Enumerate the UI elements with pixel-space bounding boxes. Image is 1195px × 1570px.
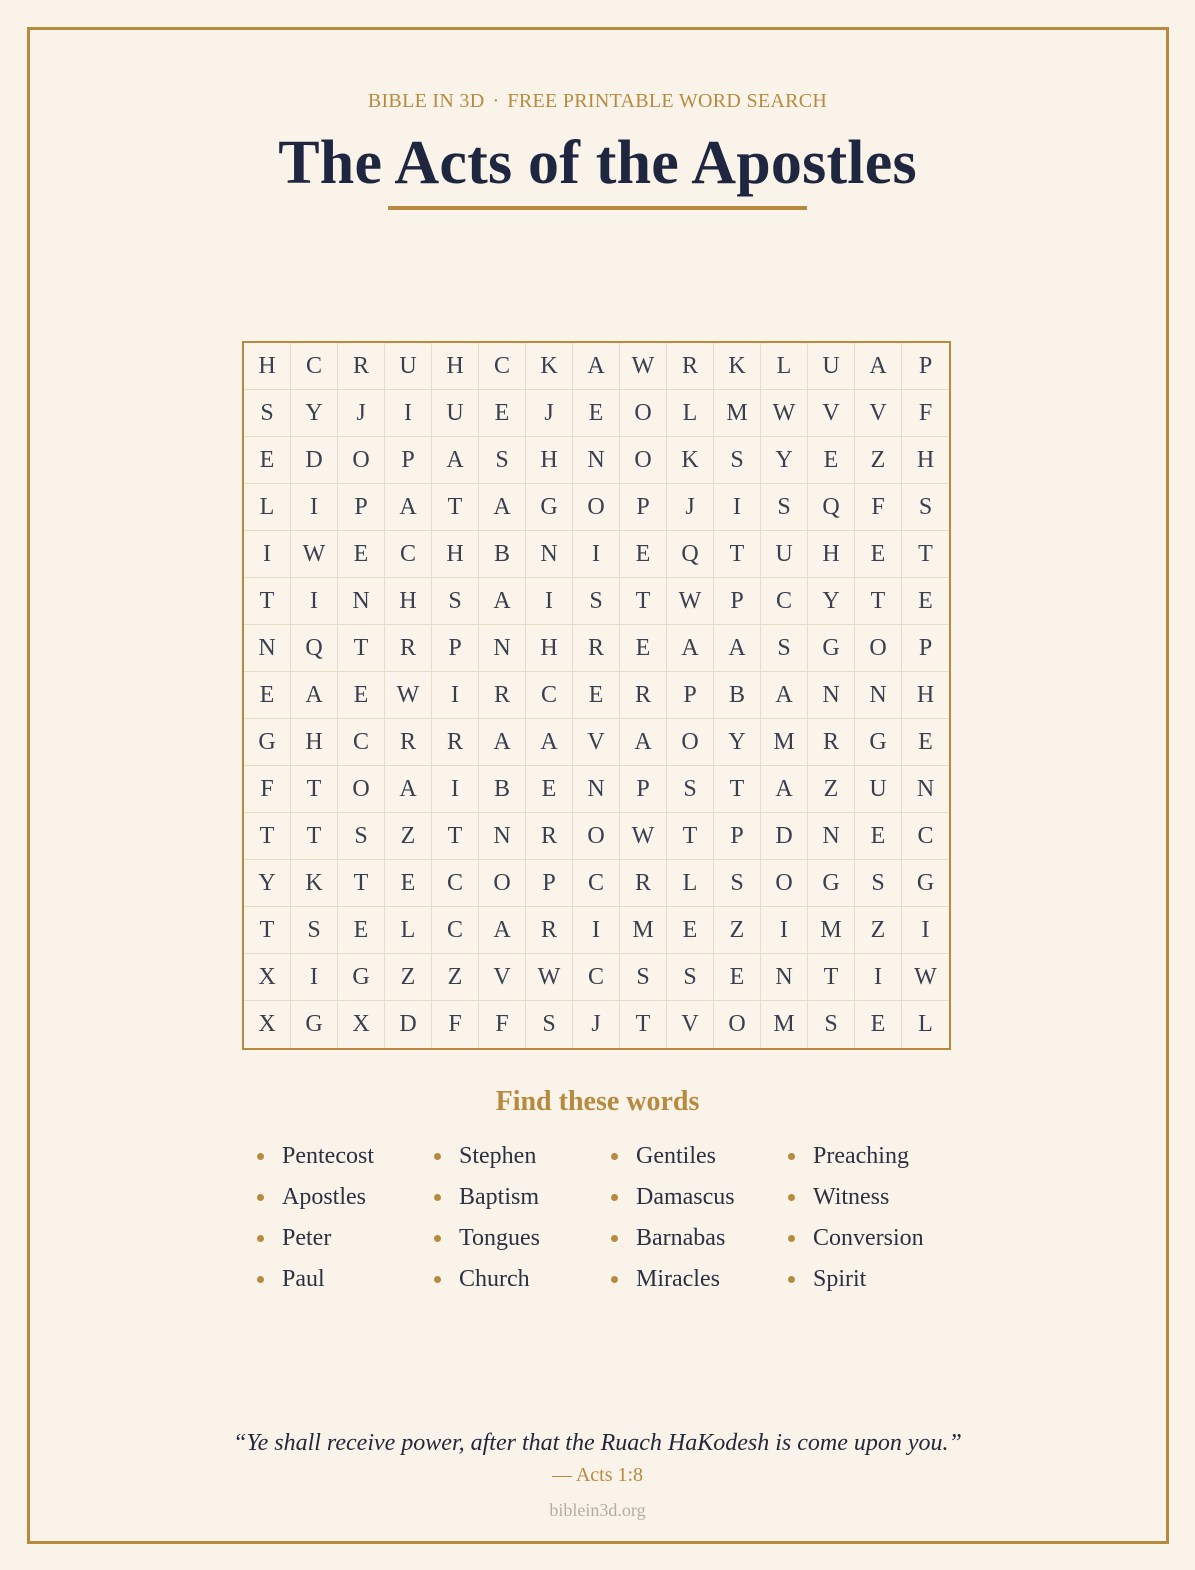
- grid-cell[interactable]: L: [667, 860, 714, 907]
- grid-cell[interactable]: E: [620, 625, 667, 672]
- grid-cell[interactable]: E: [855, 531, 902, 578]
- grid-cell[interactable]: I: [291, 484, 338, 531]
- grid-cell[interactable]: F: [432, 1001, 479, 1048]
- grid-cell[interactable]: S: [526, 1001, 573, 1048]
- grid-cell[interactable]: Y: [761, 437, 808, 484]
- list-item: [432, 1259, 609, 1300]
- grid-cell[interactable]: S: [714, 860, 761, 907]
- grid-cell[interactable]: R: [808, 719, 855, 766]
- grid-cell[interactable]: P: [385, 437, 432, 484]
- grid-cell[interactable]: O: [479, 860, 526, 907]
- grid-cell[interactable]: P: [714, 578, 761, 625]
- bullet-icon: [434, 1235, 441, 1242]
- word-list-title: Find these words: [495, 1086, 700, 1117]
- grid-cell[interactable]: R: [479, 672, 526, 719]
- grid-cell[interactable]: T: [902, 531, 949, 578]
- word-label: Pentecost: [282, 1143, 374, 1169]
- scripture-quote: “Ye shall receive power, after that the Ruach HaKodesh is come upon you.”: [233, 1430, 962, 1456]
- grid-cell[interactable]: S: [338, 813, 385, 860]
- list-item: [609, 1259, 786, 1300]
- grid-cell[interactable]: T: [291, 766, 338, 813]
- list-item: [609, 1218, 786, 1259]
- grid-cell[interactable]: R: [573, 625, 620, 672]
- grid-cell[interactable]: O: [855, 625, 902, 672]
- grid-cell[interactable]: S: [667, 954, 714, 1001]
- grid-cell[interactable]: H: [902, 437, 949, 484]
- grid-cell[interactable]: Z: [714, 907, 761, 954]
- grid-cell[interactable]: A: [291, 672, 338, 719]
- grid-cell[interactable]: W: [620, 813, 667, 860]
- grid-cell[interactable]: P: [902, 343, 949, 390]
- grid-cell[interactable]: T: [620, 578, 667, 625]
- grid-cell[interactable]: N: [573, 766, 620, 813]
- word-label: Peter: [282, 1225, 332, 1251]
- grid-cell[interactable]: I: [291, 578, 338, 625]
- grid-cell[interactable]: J: [526, 390, 573, 437]
- grid-cell[interactable]: O: [667, 719, 714, 766]
- grid-cell[interactable]: M: [761, 1001, 808, 1048]
- grid-cell[interactable]: L: [244, 484, 291, 531]
- grid-cell[interactable]: R: [338, 343, 385, 390]
- scripture-citation: — Acts 1:8: [551, 1464, 644, 1486]
- word-label: Conversion: [813, 1225, 924, 1251]
- grid-cell[interactable]: N: [479, 813, 526, 860]
- grid-cell[interactable]: G: [244, 719, 291, 766]
- grid-cell[interactable]: V: [573, 719, 620, 766]
- bullet-icon: [434, 1153, 441, 1160]
- grid-cell[interactable]: E: [620, 531, 667, 578]
- word-label: Spirit: [813, 1266, 867, 1292]
- grid-cell[interactable]: S: [291, 907, 338, 954]
- grid-cell[interactable]: O: [620, 390, 667, 437]
- grid-cell[interactable]: V: [855, 390, 902, 437]
- grid-cell[interactable]: Q: [808, 484, 855, 531]
- grid-cell[interactable]: S: [761, 484, 808, 531]
- list-item: [786, 1177, 963, 1218]
- grid-cell[interactable]: V: [808, 390, 855, 437]
- grid-cell[interactable]: A: [479, 484, 526, 531]
- grid-cell[interactable]: L: [667, 390, 714, 437]
- grid-cell[interactable]: E: [855, 813, 902, 860]
- grid-cell[interactable]: N: [338, 578, 385, 625]
- grid-cell[interactable]: C: [385, 531, 432, 578]
- grid-cell[interactable]: S: [620, 954, 667, 1001]
- bullet-icon: [611, 1276, 618, 1283]
- grid-cell[interactable]: Y: [714, 719, 761, 766]
- grid-cell[interactable]: A: [714, 625, 761, 672]
- grid-cell[interactable]: G: [338, 954, 385, 1001]
- grid-cell[interactable]: U: [385, 343, 432, 390]
- bullet-icon: [257, 1194, 264, 1201]
- grid-cell[interactable]: W: [385, 672, 432, 719]
- grid-cell[interactable]: O: [338, 437, 385, 484]
- word-label: Stephen: [459, 1143, 537, 1169]
- grid-cell[interactable]: L: [918, 1011, 933, 1037]
- grid-cell[interactable]: O: [714, 1001, 761, 1048]
- grid-cell[interactable]: I: [761, 907, 808, 954]
- grid-cell[interactable]: N: [526, 531, 573, 578]
- grid-cell[interactable]: T: [667, 813, 714, 860]
- grid-cell[interactable]: Z: [385, 813, 432, 860]
- word-label: Church: [459, 1266, 530, 1292]
- bullet-icon: [434, 1194, 441, 1201]
- grid-cell[interactable]: S: [761, 625, 808, 672]
- bullet-icon: [788, 1235, 795, 1242]
- grid-cell[interactable]: I: [432, 766, 479, 813]
- word-label: Damascus: [636, 1184, 735, 1210]
- grid-cell[interactable]: S: [432, 578, 479, 625]
- grid-cell[interactable]: A: [526, 719, 573, 766]
- grid-cell[interactable]: I: [291, 954, 338, 1001]
- grid-cell[interactable]: T: [291, 813, 338, 860]
- grid-cell[interactable]: O: [338, 766, 385, 813]
- grid-cell[interactable]: T: [855, 578, 902, 625]
- list-item: [609, 1177, 786, 1218]
- word-search-grid: [242, 341, 951, 1050]
- grid-cell[interactable]: Y: [808, 578, 855, 625]
- grid-cell[interactable]: H: [526, 625, 573, 672]
- grid-cell[interactable]: H: [526, 437, 573, 484]
- grid-cell[interactable]: I: [526, 578, 573, 625]
- grid-cell[interactable]: J: [338, 390, 385, 437]
- grid-cell[interactable]: W: [761, 390, 808, 437]
- list-item: [786, 1259, 963, 1300]
- bullet-icon: [611, 1194, 618, 1201]
- grid-cell[interactable]: T: [244, 578, 291, 625]
- grid-cell[interactable]: N: [902, 766, 949, 813]
- grid-cell[interactable]: D: [291, 437, 338, 484]
- grid-cell[interactable]: C: [479, 343, 526, 390]
- grid-cell[interactable]: G: [808, 625, 855, 672]
- grid-cell[interactable]: Y: [244, 860, 291, 907]
- grid-cell[interactable]: R: [667, 343, 714, 390]
- grid-cell[interactable]: C: [902, 813, 949, 860]
- grid-cell[interactable]: P: [526, 860, 573, 907]
- bullet-icon: [257, 1235, 264, 1242]
- grid-cell[interactable]: A: [573, 343, 620, 390]
- grid-cell[interactable]: J: [667, 484, 714, 531]
- grid-cell[interactable]: W: [526, 954, 573, 1001]
- word-label: Gentiles: [636, 1143, 716, 1169]
- grid-cell[interactable]: W: [620, 343, 667, 390]
- grid-cell[interactable]: T: [432, 484, 479, 531]
- grid-cell[interactable]: T: [620, 1001, 667, 1048]
- grid-cell[interactable]: B: [479, 531, 526, 578]
- grid-cell[interactable]: T: [338, 625, 385, 672]
- grid-cell[interactable]: Z: [808, 766, 855, 813]
- grid-cell[interactable]: E: [338, 907, 385, 954]
- grid-cell[interactable]: K: [714, 343, 761, 390]
- grid-cell[interactable]: H: [291, 719, 338, 766]
- kicker: [0, 90, 1195, 113]
- grid-cell[interactable]: H: [432, 531, 479, 578]
- grid-cell[interactable]: A: [667, 625, 714, 672]
- grid-cell[interactable]: E: [714, 954, 761, 1001]
- grid-cell[interactable]: E: [573, 672, 620, 719]
- bullet-icon: [434, 1276, 441, 1283]
- grid-cell[interactable]: E: [855, 1001, 902, 1048]
- grid-cell[interactable]: E: [808, 437, 855, 484]
- grid-cell[interactable]: Q: [667, 531, 714, 578]
- grid-cell[interactable]: N: [808, 672, 855, 719]
- list-item: [255, 1177, 432, 1218]
- grid-cell[interactable]: E: [902, 719, 949, 766]
- bullet-icon: [611, 1153, 618, 1160]
- grid-cell[interactable]: G: [526, 484, 573, 531]
- bullet-icon: [788, 1276, 795, 1283]
- grid-cell[interactable]: U: [808, 343, 855, 390]
- grid-cell[interactable]: O: [761, 860, 808, 907]
- list-item: [432, 1136, 609, 1177]
- grid-cell[interactable]: H: [385, 578, 432, 625]
- grid-cell[interactable]: M: [808, 907, 855, 954]
- grid-cell[interactable]: P: [902, 625, 949, 672]
- list-item: [432, 1218, 609, 1259]
- list-item: [255, 1259, 432, 1300]
- bullet-icon: [788, 1194, 795, 1201]
- grid-cell[interactable]: M: [714, 390, 761, 437]
- bullet-icon: [611, 1235, 618, 1242]
- grid-cell[interactable]: S: [855, 860, 902, 907]
- grid-cell[interactable]: R: [526, 907, 573, 954]
- grid-cell[interactable]: U: [432, 390, 479, 437]
- grid-cell[interactable]: K: [291, 860, 338, 907]
- title-underline: [388, 206, 807, 210]
- grid-cell[interactable]: D: [385, 1001, 432, 1048]
- word-list: [255, 1136, 963, 1300]
- grid-cell[interactable]: A: [620, 719, 667, 766]
- word-label: Witness: [813, 1184, 890, 1210]
- list-item: [255, 1136, 432, 1177]
- grid-cell[interactable]: W: [291, 531, 338, 578]
- grid-cell[interactable]: H: [902, 672, 949, 719]
- grid-cell[interactable]: O: [573, 484, 620, 531]
- grid-cell[interactable]: E: [244, 672, 291, 719]
- grid-cell[interactable]: S: [808, 1001, 855, 1048]
- grid-cell[interactable]: F: [902, 390, 949, 437]
- grid-cell[interactable]: N: [855, 672, 902, 719]
- grid-cell[interactable]: W: [667, 578, 714, 625]
- grid-cell[interactable]: S: [902, 484, 949, 531]
- grid-cell[interactable]: K: [526, 343, 573, 390]
- grid-cell[interactable]: G: [291, 1001, 338, 1048]
- grid-cell[interactable]: N: [479, 625, 526, 672]
- grid-cell[interactable]: F: [479, 1001, 526, 1048]
- grid-cell[interactable]: R: [620, 672, 667, 719]
- grid-cell[interactable]: Y: [291, 390, 338, 437]
- grid-cell[interactable]: I: [902, 907, 949, 954]
- word-label: Apostles: [282, 1184, 366, 1210]
- list-item: [786, 1218, 963, 1259]
- grid-cell[interactable]: C: [432, 907, 479, 954]
- grid-cell[interactable]: A: [479, 907, 526, 954]
- grid-cell[interactable]: V: [667, 1001, 714, 1048]
- grid-cell[interactable]: A: [479, 578, 526, 625]
- word-label: Paul: [282, 1266, 325, 1292]
- grid-cell[interactable]: E: [385, 860, 432, 907]
- grid-cell[interactable]: B: [479, 766, 526, 813]
- grid-cell[interactable]: A: [761, 672, 808, 719]
- grid-cell[interactable]: O: [620, 437, 667, 484]
- grid-cell[interactable]: S: [573, 578, 620, 625]
- grid-cell[interactable]: E: [573, 390, 620, 437]
- grid-cell[interactable]: C: [338, 719, 385, 766]
- word-label: Barnabas: [636, 1225, 726, 1251]
- kicker-brand: BIBLE IN 3D: [367, 90, 485, 112]
- grid-cell[interactable]: T: [338, 860, 385, 907]
- grid-cell[interactable]: R: [526, 813, 573, 860]
- list-item: [255, 1218, 432, 1259]
- grid-cell[interactable]: I: [432, 672, 479, 719]
- grid-cell[interactable]: R: [385, 625, 432, 672]
- grid-cell[interactable]: T: [808, 954, 855, 1001]
- grid-cell[interactable]: S: [479, 437, 526, 484]
- grid-cell[interactable]: C: [432, 860, 479, 907]
- grid-cell[interactable]: S: [714, 437, 761, 484]
- grid-cell[interactable]: I: [573, 907, 620, 954]
- grid-cell[interactable]: C: [573, 954, 620, 1001]
- grid-cell[interactable]: H: [432, 343, 479, 390]
- bullet-icon: [788, 1153, 795, 1160]
- grid-cell[interactable]: Z: [432, 954, 479, 1001]
- grid-cell[interactable]: K: [667, 437, 714, 484]
- grid-cell[interactable]: G: [808, 860, 855, 907]
- grid-cell[interactable]: P: [432, 625, 479, 672]
- grid-cell[interactable]: E: [338, 672, 385, 719]
- grid-cell[interactable]: S: [667, 766, 714, 813]
- kicker-subtitle: FREE PRINTABLE WORD SEARCH: [507, 90, 828, 112]
- grid-cell[interactable]: E: [526, 766, 573, 813]
- grid-cell[interactable]: J: [573, 1001, 620, 1048]
- grid-cell[interactable]: R: [620, 860, 667, 907]
- grid-cell[interactable]: X: [244, 954, 291, 1001]
- grid-cell[interactable]: I: [385, 390, 432, 437]
- word-label: Tongues: [459, 1225, 540, 1251]
- grid-cell[interactable]: U: [855, 766, 902, 813]
- grid-cell[interactable]: X: [244, 1001, 291, 1048]
- grid-cell[interactable]: I: [855, 954, 902, 1001]
- grid-cell[interactable]: C: [291, 343, 338, 390]
- grid-cell[interactable]: C: [761, 578, 808, 625]
- grid-cell[interactable]: F: [244, 766, 291, 813]
- word-label: Miracles: [636, 1266, 720, 1292]
- grid-cell[interactable]: A: [385, 766, 432, 813]
- grid-cell[interactable]: A: [432, 437, 479, 484]
- grid-cell[interactable]: A: [855, 343, 902, 390]
- grid-cell[interactable]: I: [573, 531, 620, 578]
- grid-cell[interactable]: D: [761, 813, 808, 860]
- grid-cell[interactable]: M: [761, 719, 808, 766]
- site-url: biblein3d.org: [549, 1500, 646, 1520]
- grid-cell[interactable]: G: [902, 860, 949, 907]
- grid-cell[interactable]: P: [620, 766, 667, 813]
- grid-cell[interactable]: I: [244, 531, 291, 578]
- grid-cell[interactable]: L: [385, 907, 432, 954]
- grid-cell[interactable]: S: [244, 390, 291, 437]
- grid-cell[interactable]: E: [667, 907, 714, 954]
- grid-cell[interactable]: T: [244, 813, 291, 860]
- grid-cell[interactable]: N: [761, 954, 808, 1001]
- grid-cell[interactable]: P: [338, 484, 385, 531]
- grid-cell[interactable]: V: [479, 954, 526, 1001]
- word-label: Baptism: [459, 1184, 540, 1210]
- grid-cell[interactable]: L: [761, 343, 808, 390]
- grid-cell[interactable]: O: [573, 813, 620, 860]
- grid-cell[interactable]: T: [714, 766, 761, 813]
- grid-cell[interactable]: B: [714, 672, 761, 719]
- grid-cell[interactable]: E: [244, 437, 291, 484]
- grid-cell[interactable]: W: [902, 954, 949, 1001]
- grid-cell[interactable]: N: [808, 813, 855, 860]
- grid-cell[interactable]: U: [761, 531, 808, 578]
- grid-cell[interactable]: P: [667, 672, 714, 719]
- grid-cell[interactable]: P: [620, 484, 667, 531]
- grid-cell[interactable]: R: [432, 719, 479, 766]
- grid-cell[interactable]: N: [244, 625, 291, 672]
- grid-cell[interactable]: C: [526, 672, 573, 719]
- kicker-separator: ·: [492, 90, 500, 112]
- word-label: Preaching: [813, 1143, 909, 1169]
- grid-cell[interactable]: M: [620, 907, 667, 954]
- grid-cell[interactable]: T: [244, 907, 291, 954]
- bullet-icon: [257, 1276, 264, 1283]
- grid-cell[interactable]: R: [385, 719, 432, 766]
- grid-cell[interactable]: G: [855, 719, 902, 766]
- grid-cell[interactable]: Z: [855, 437, 902, 484]
- page-title: The Acts of the Apostles: [278, 129, 917, 197]
- grid-cell[interactable]: T: [714, 531, 761, 578]
- grid-cell[interactable]: F: [855, 484, 902, 531]
- grid-cell[interactable]: Z: [385, 954, 432, 1001]
- list-item: [609, 1136, 786, 1177]
- grid-cell[interactable]: H: [244, 343, 291, 390]
- grid-cell[interactable]: Z: [855, 907, 902, 954]
- grid-cell[interactable]: C: [573, 860, 620, 907]
- list-item: [432, 1177, 609, 1218]
- grid-cell[interactable]: I: [714, 484, 761, 531]
- bullet-icon: [257, 1153, 264, 1160]
- grid-cell[interactable]: Q: [291, 625, 338, 672]
- grid-cell[interactable]: N: [573, 437, 620, 484]
- grid-cell[interactable]: P: [714, 813, 761, 860]
- grid-cell[interactable]: H: [808, 531, 855, 578]
- grid-cell[interactable]: E: [479, 390, 526, 437]
- grid-cell[interactable]: E: [338, 531, 385, 578]
- list-item: [786, 1136, 963, 1177]
- grid-cell[interactable]: E: [902, 578, 949, 625]
- grid-cell[interactable]: X: [338, 1001, 385, 1048]
- grid-cell[interactable]: A: [479, 719, 526, 766]
- grid-cell[interactable]: A: [385, 484, 432, 531]
- grid-cell[interactable]: T: [432, 813, 479, 860]
- grid-cell[interactable]: A: [761, 766, 808, 813]
